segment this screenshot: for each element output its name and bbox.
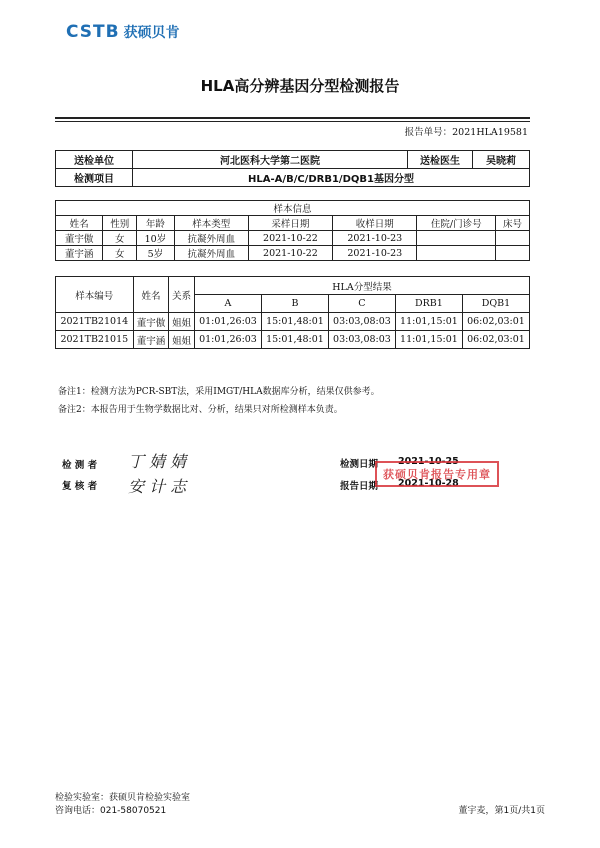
logo-name: 获硕贝肯: [123, 25, 180, 41]
locus-header: DRB1: [395, 295, 462, 313]
header-relation: 关系: [169, 277, 195, 313]
header-cell: 床号: [496, 216, 530, 231]
test-date-label: 检测日期: [340, 459, 379, 470]
sample-info-table: [55, 200, 530, 261]
header-cell: 性别: [103, 216, 137, 231]
cell: 2021-10-22: [248, 246, 332, 261]
cell: 11:01,15:01: [395, 331, 462, 349]
reviewer-signature: 安 计 志: [128, 477, 187, 496]
cell: 董宇傲: [133, 313, 169, 331]
footer-page: 董宇麦，第1页/共1页: [458, 806, 545, 816]
header-cell: 样本类型: [174, 216, 248, 231]
header-cell: 姓名: [56, 216, 103, 231]
locus-header: DQB1: [462, 295, 529, 313]
cell: [417, 246, 496, 261]
cell: 2021TB21014: [56, 313, 134, 331]
official-stamp: 获硕贝肯报告专用章: [375, 461, 499, 487]
table-row: [56, 313, 530, 331]
header-name: 姓名: [133, 277, 169, 313]
header-group: HLA分型结果: [194, 277, 529, 295]
tester-signature: 丁 婧 婧: [128, 452, 187, 471]
submission-info-table: [55, 150, 530, 187]
header-cell: 住院/门诊号: [417, 216, 496, 231]
title-rule: [55, 117, 530, 119]
doctor-label: 送检医生: [408, 151, 473, 169]
footer-phone: 咨询电话：021-58070521: [55, 806, 167, 816]
reviewer-label: 复 核 者: [62, 481, 98, 492]
cell: 11:01,15:01: [395, 313, 462, 331]
test-date: 2021-10-25: [398, 456, 459, 467]
locus-header: C: [328, 295, 395, 313]
hla-results-table: [55, 276, 530, 349]
item-value: HLA-A/B/C/DRB1/DQB1基因分型: [133, 169, 530, 187]
cell: 董宇傲: [56, 231, 103, 246]
header-cell: 采样日期: [248, 216, 332, 231]
note-2: 备注2：本报告用于生物学数据比对、分析，结果只对所检测样本负责。: [58, 405, 343, 415]
cell: 03:03,08:03: [328, 331, 395, 349]
cell: 姐姐: [169, 331, 195, 349]
table-row: [56, 331, 530, 349]
cell: 2021-10-23: [333, 246, 417, 261]
table-row: [56, 231, 530, 246]
cell: 06:02,03:01: [462, 313, 529, 331]
note-1: 备注1：检测方法为PCR-SBT法，采用IMGT/HLA数据库分析，结果仅供参考。: [58, 387, 380, 397]
cell: [417, 231, 496, 246]
cell: 抗凝外周血: [174, 231, 248, 246]
cell: 2021TB21015: [56, 331, 134, 349]
logo-mark: CSTB: [66, 22, 120, 42]
unit-value: 河北医科大学第二医院: [133, 151, 408, 169]
item-label: 检测项目: [56, 169, 133, 187]
cell: 15:01,48:01: [261, 331, 328, 349]
cell: 女: [103, 246, 137, 261]
cell: 01:01,26:03: [194, 313, 261, 331]
header-sample-no: 样本编号: [56, 277, 134, 313]
cell: 5岁: [137, 246, 175, 261]
cell: 董宇涵: [56, 246, 103, 261]
report-number: 报告单号：2021HLA19581: [404, 127, 528, 138]
cell: 06:02,03:01: [462, 331, 529, 349]
locus-header: B: [261, 295, 328, 313]
report-date: 2021-10-28: [398, 478, 459, 489]
cell: 2021-10-22: [248, 231, 332, 246]
report-date-label: 报告日期: [340, 481, 379, 492]
header-cell: 年龄: [137, 216, 175, 231]
title-rule-thin: [55, 121, 530, 122]
unit-label: 送检单位: [56, 151, 133, 169]
table-row: [56, 246, 530, 261]
locus-header: A: [194, 295, 261, 313]
sample-info-heading: 样本信息: [56, 201, 530, 216]
footer-lab: 检验实验室：获硕贝肯检验实验室: [55, 793, 191, 803]
tester-label: 检 测 者: [62, 460, 98, 471]
doctor-value: 吴晓莉: [473, 151, 530, 169]
cell: 15:01,48:01: [261, 313, 328, 331]
company-logo: [66, 22, 180, 42]
header-cell: 收样日期: [333, 216, 417, 231]
cell: 抗凝外周血: [174, 246, 248, 261]
cell: 03:03,08:03: [328, 313, 395, 331]
cell: 董宇涵: [133, 331, 169, 349]
cell: 姐姐: [169, 313, 195, 331]
cell: [496, 246, 530, 261]
cell: 01:01,26:03: [194, 331, 261, 349]
cell: [496, 231, 530, 246]
cell: 2021-10-23: [333, 231, 417, 246]
cell: 女: [103, 231, 137, 246]
cell: 10岁: [137, 231, 175, 246]
report-title: HLA高分辨基因分型检测报告: [200, 77, 400, 95]
